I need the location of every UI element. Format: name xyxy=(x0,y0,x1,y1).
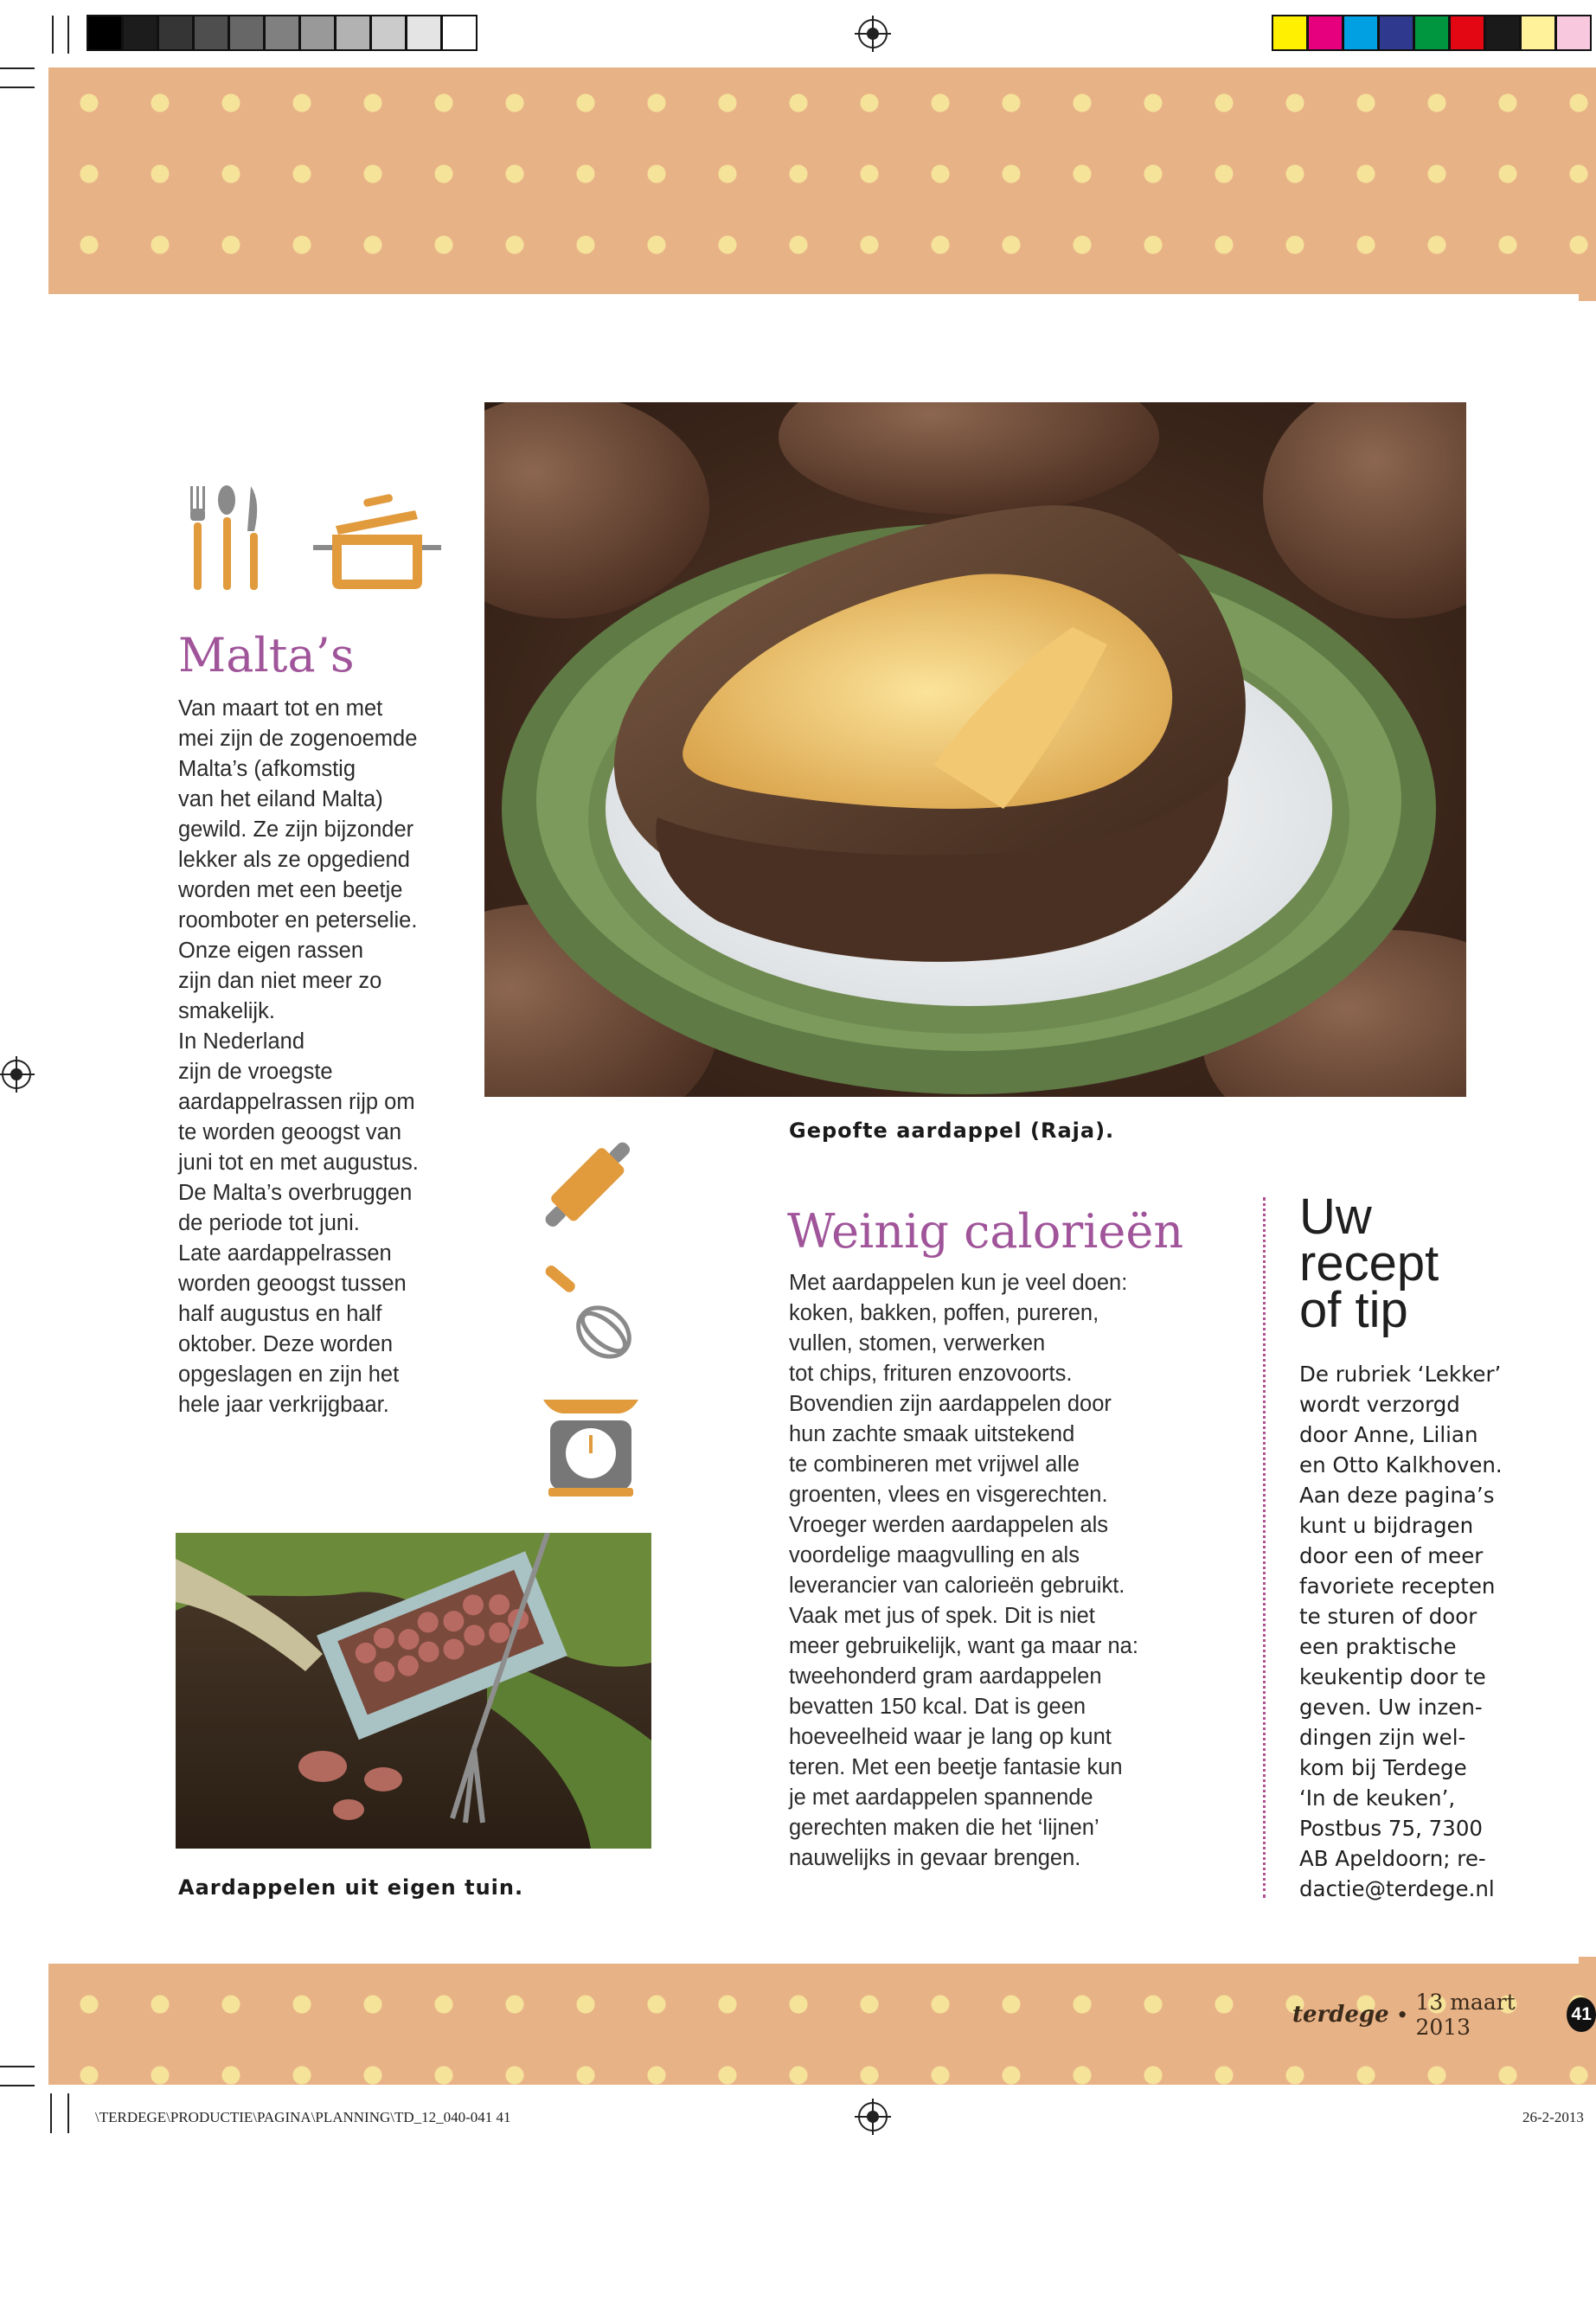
text-line: Vroeger werden aardappelen als xyxy=(789,1513,1109,1537)
text-line: half augustus en half xyxy=(178,1302,382,1326)
crop-mark xyxy=(0,67,35,69)
color-swatch xyxy=(1272,15,1308,51)
text-line: je met aardappelen spannende xyxy=(789,1785,1093,1810)
text-line: kunt u bijdragen xyxy=(1299,1513,1474,1538)
text-line: Bovendien zijn aardappelen door xyxy=(789,1392,1112,1416)
text-line: smakelijk. xyxy=(178,999,275,1023)
gray-swatch xyxy=(157,15,194,51)
color-swatch xyxy=(1307,15,1343,51)
text-line: tot chips, frituren enzovoorts. xyxy=(789,1362,1073,1386)
crop-mark xyxy=(0,87,35,88)
text-line: gerechten maken die het ‘lijnen’ xyxy=(789,1816,1099,1840)
text-line: Malta’s (afkomstig xyxy=(178,757,356,781)
text-line: vullen, stomen, verwerken xyxy=(789,1331,1046,1356)
text-line: en Otto Kalkhoven. xyxy=(1299,1452,1503,1477)
color-swatch xyxy=(1484,15,1521,51)
tip-title xyxy=(1299,1189,1439,1338)
cutlery-icon xyxy=(182,484,268,593)
text-line: dactie@terdege.nl xyxy=(1299,1876,1495,1901)
text-line: opgeslagen en zijn het xyxy=(178,1362,400,1387)
text-line: roomboter en peterselie. xyxy=(178,908,418,933)
text-line: favoriete recepten xyxy=(1299,1574,1496,1599)
garden-photo-caption: Aardappelen uit eigen tuin. xyxy=(178,1875,524,1900)
gray-swatch xyxy=(122,15,158,51)
text-line: Postbus 75, 7300 xyxy=(1299,1816,1483,1841)
text-line: worden met een beetje xyxy=(178,878,403,902)
page-number-badge: 41 xyxy=(1567,1997,1596,2032)
gray-swatch xyxy=(299,15,336,51)
gray-swatch xyxy=(335,15,371,51)
text-line: Late aardappelrassen xyxy=(178,1241,392,1266)
dotted-band-top xyxy=(48,67,1596,301)
gray-swatch xyxy=(87,15,123,51)
text-line: juni tot en met augustus. xyxy=(178,1150,419,1175)
color-swatch xyxy=(1343,15,1379,51)
text-line: te combineren met vrijwel alle xyxy=(789,1452,1080,1477)
text-line: van het eiland Malta) xyxy=(178,787,383,811)
crop-mark xyxy=(67,16,69,54)
sidebar-body xyxy=(178,694,464,1420)
article-body xyxy=(789,1268,1170,1874)
dotted-divider xyxy=(1263,1197,1266,1898)
registration-mark-icon xyxy=(858,19,888,48)
text-line: Vaak met jus of spek. Dit is niet xyxy=(789,1604,1095,1628)
color-swatch xyxy=(1520,15,1556,51)
text-line: een praktische xyxy=(1299,1634,1457,1659)
registration-mark-icon xyxy=(858,2102,888,2131)
gray-swatch xyxy=(264,15,300,51)
gray-swatch xyxy=(441,15,478,51)
color-swatch xyxy=(1413,15,1450,51)
text-line: zijn dan niet meer zo xyxy=(178,969,382,993)
text-line: hoeveelheid waar je lang op kunt xyxy=(789,1725,1112,1749)
text-line: wordt verzorgd xyxy=(1299,1392,1460,1417)
gray-swatch xyxy=(193,15,229,51)
garden-harvest-photo xyxy=(176,1533,651,1849)
text-line: gewild. Ze zijn bijzonder xyxy=(178,817,414,842)
article-heading: Weinig calorieën xyxy=(787,1204,1184,1259)
text-line: meer gebruikelijk, want ga maar na: xyxy=(789,1634,1138,1658)
brand-logo: terdege xyxy=(1292,2002,1389,2028)
text-line: de periode tot juni. xyxy=(178,1211,360,1235)
text-line: lekker als ze opgediend xyxy=(178,848,410,872)
tip-title-line: Uw xyxy=(1299,1189,1372,1245)
text-line: tweehonderd gram aardappelen xyxy=(789,1664,1102,1689)
text-line: ‘In de keuken’, xyxy=(1299,1785,1456,1811)
color-swatch xyxy=(1449,15,1485,51)
page-footer xyxy=(1292,1990,1596,2040)
text-line: zijn de vroegste xyxy=(178,1060,333,1084)
footer-separator: • xyxy=(1395,2002,1409,2028)
text-line: bevatten 150 kcal. Dat is geen xyxy=(789,1695,1086,1719)
baked-potato-photo xyxy=(484,402,1466,1097)
text-line: oktober. Deze worden xyxy=(178,1332,394,1356)
text-line: door Anne, Lilian xyxy=(1299,1422,1478,1447)
text-line: AB Apeldoorn; re- xyxy=(1299,1846,1486,1871)
crop-mark xyxy=(52,16,54,54)
text-line: De rubriek ‘Lekker’ xyxy=(1299,1362,1502,1387)
crop-mark xyxy=(67,2093,69,2133)
text-line: Van maart tot en met xyxy=(178,696,383,721)
cooking-pot-icon xyxy=(313,491,441,591)
sidebar-heading: Malta’s xyxy=(178,628,355,683)
text-line: De Malta’s overbruggen xyxy=(178,1181,413,1205)
text-line: voordelige maagvulling en als xyxy=(789,1543,1080,1567)
text-line: groenten, vlees en visgerechten. xyxy=(789,1483,1108,1507)
text-line: Aan deze pagina’s xyxy=(1299,1483,1495,1508)
crop-mark xyxy=(0,2085,35,2086)
crop-mark xyxy=(50,2093,52,2133)
text-line: mei zijn de zogenoemde xyxy=(178,727,418,751)
crop-mark xyxy=(0,2066,35,2067)
text-line: Onze eigen rassen xyxy=(178,939,364,963)
kitchen-scale-icon xyxy=(543,1396,638,1498)
registration-mark-icon xyxy=(2,1060,31,1089)
text-line: nauwelijks in gevaar brengen. xyxy=(789,1846,1081,1870)
gray-swatch xyxy=(370,15,407,51)
text-line: leverancier van calorieën gebruikt. xyxy=(789,1574,1125,1598)
text-line: geven. Uw inzen- xyxy=(1299,1695,1483,1720)
text-line: worden geoogst tussen xyxy=(178,1272,407,1296)
text-line: door een of meer xyxy=(1299,1543,1484,1568)
text-line: hele jaar verkrijgbaar. xyxy=(178,1393,389,1417)
rolling-pin-icon xyxy=(532,1129,644,1241)
text-line: hun zachte smaak uitstekend xyxy=(789,1422,1075,1446)
color-swatch xyxy=(1378,15,1414,51)
text-line: koken, bakken, poffen, pureren, xyxy=(789,1301,1099,1325)
text-line: te sturen of door xyxy=(1299,1604,1477,1629)
text-line: kom bij Terdege xyxy=(1299,1755,1467,1780)
tip-title-line: recept xyxy=(1299,1235,1439,1292)
print-slug-path: \TERDEGE\PRODUCTIE\PAGINA\PLANNING\TD_12_040-041 41 xyxy=(95,2109,511,2125)
tip-title-line: of tip xyxy=(1299,1282,1408,1338)
text-line: Met aardappelen kun je veel doen: xyxy=(789,1271,1128,1295)
whisk-icon xyxy=(536,1265,649,1368)
main-photo-caption: Gepofte aardappel (Raja). xyxy=(789,1118,1115,1143)
issue-date: 13 maart 2013 xyxy=(1415,1990,1516,2040)
tip-body xyxy=(1299,1359,1559,1904)
text-line: In Nederland xyxy=(178,1029,305,1054)
text-line: te worden geoogst van xyxy=(178,1120,402,1144)
text-line: dingen zijn wel- xyxy=(1299,1725,1466,1750)
gray-swatch xyxy=(406,15,442,51)
text-line: keukentip door te xyxy=(1299,1664,1486,1689)
gray-swatch xyxy=(228,15,265,51)
print-slug-date: 26-2-2013 xyxy=(1522,2109,1584,2125)
text-line: aardappelrassen rijp om xyxy=(178,1090,415,1114)
text-line: teren. Met een beetje fantasie kun xyxy=(789,1755,1123,1779)
color-swatch xyxy=(1555,15,1592,51)
